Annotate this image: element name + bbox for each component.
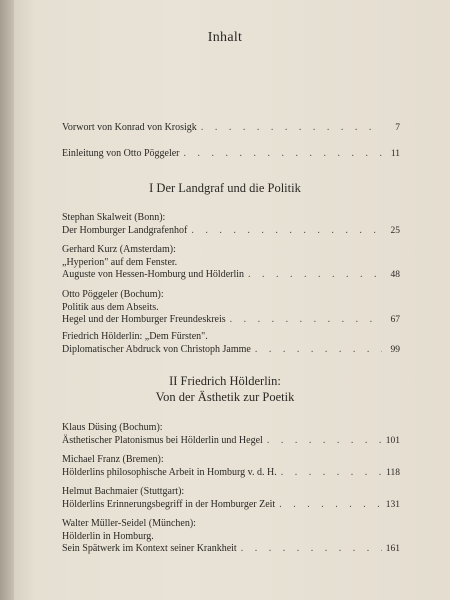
entry-title: „Hyperion" auf dem Fenster. xyxy=(62,256,178,268)
toc-entry-franz xyxy=(62,454,400,479)
entry-title: Hölderlin in Homburg. xyxy=(62,530,154,542)
leader-dots xyxy=(230,314,382,327)
leader-dots xyxy=(191,225,382,238)
leader-dots xyxy=(201,122,382,135)
entry-title: Politik aus dem Abseits. xyxy=(62,301,159,313)
toc-entry-hoelderlin-fuersten xyxy=(62,331,400,356)
toc-entry-poeggeler xyxy=(62,289,400,327)
page-number: 7 xyxy=(395,123,400,133)
toc-entry-vorwort xyxy=(62,122,400,135)
leader-dots xyxy=(241,543,382,556)
toc-entry-duesing xyxy=(62,422,400,447)
entry-title: Friedrich Hölderlin: „Dem Fürsten". xyxy=(62,331,208,342)
page-number: 99 xyxy=(390,344,400,355)
page-number: 101 xyxy=(385,435,400,446)
entry-author: Klaus Düsing (Bochum): xyxy=(62,422,163,433)
page-number: 25 xyxy=(390,225,400,236)
toc-entry-bachmaier xyxy=(62,486,400,511)
entry-author: Stephan Skalweit (Bonn): xyxy=(62,212,166,223)
leader-dots xyxy=(279,499,382,512)
toc-entry-kurz xyxy=(62,244,400,282)
leader-dots xyxy=(255,344,382,357)
entry-title: Ästhetischer Platonismus bei Hölderlin und Hegel xyxy=(62,434,263,446)
entry-title: Hölderlins Erinnerungsbegriff in der Homburger Zeit xyxy=(62,498,276,510)
leader-dots xyxy=(267,435,382,448)
page-title: Inhalt xyxy=(207,30,243,45)
page-number: 11 xyxy=(390,149,400,159)
entry-subtitle: Sein Spätwerk im Kontext seiner Krankheit xyxy=(62,543,237,554)
entry-title: Hölderlins philosophische Arbeit in Homburg v. d. H. xyxy=(62,466,277,478)
entry-subtitle: Auguste von Hessen-Homburg und Hölderlin xyxy=(62,269,245,280)
toc-entry-skalweit xyxy=(62,212,400,237)
toc-entry-mueller-seidel xyxy=(62,518,400,556)
entry-author: Helmut Bachmaier (Stuttgart): xyxy=(62,486,185,497)
leader-dots xyxy=(248,269,382,282)
entry-subtitle: Diplomatischer Abdruck von Christoph Jamme xyxy=(62,343,251,355)
section-heading-line: II Friedrich Hölderlin: xyxy=(169,374,281,388)
leader-dots xyxy=(281,467,382,480)
entry-author: Michael Franz (Bremen): xyxy=(62,454,164,465)
entry-title: Der Homburger Landgrafenhof xyxy=(62,224,188,236)
entry-author: Otto Pöggeler (Bochum): xyxy=(62,289,164,300)
page-number: 161 xyxy=(385,544,400,554)
page-number: 48 xyxy=(390,270,400,280)
page-number: 131 xyxy=(385,499,400,510)
section-heading-1 xyxy=(0,180,450,196)
book-spine-shadow xyxy=(0,0,14,600)
entry-title: Einleitung von Otto Pöggeler xyxy=(62,148,180,159)
page-number: 67 xyxy=(390,315,400,325)
entry-author: Gerhard Kurz (Amsterdam): xyxy=(62,244,176,255)
leader-dots xyxy=(184,148,383,161)
entry-author: Walter Müller-Seidel (München): xyxy=(62,518,196,529)
section-heading-line: Von der Ästhetik zur Poetik xyxy=(155,390,295,404)
entry-subtitle: Hegel und der Homburger Freundeskreis xyxy=(62,314,226,325)
toc-entry-einleitung xyxy=(62,148,400,161)
page-number: 118 xyxy=(386,467,400,478)
section-heading-line: I Der Landgraf und die Politik xyxy=(149,181,301,195)
entry-title: Vorwort von Konrad von Krosigk xyxy=(62,122,197,133)
section-heading-2 xyxy=(0,373,450,405)
